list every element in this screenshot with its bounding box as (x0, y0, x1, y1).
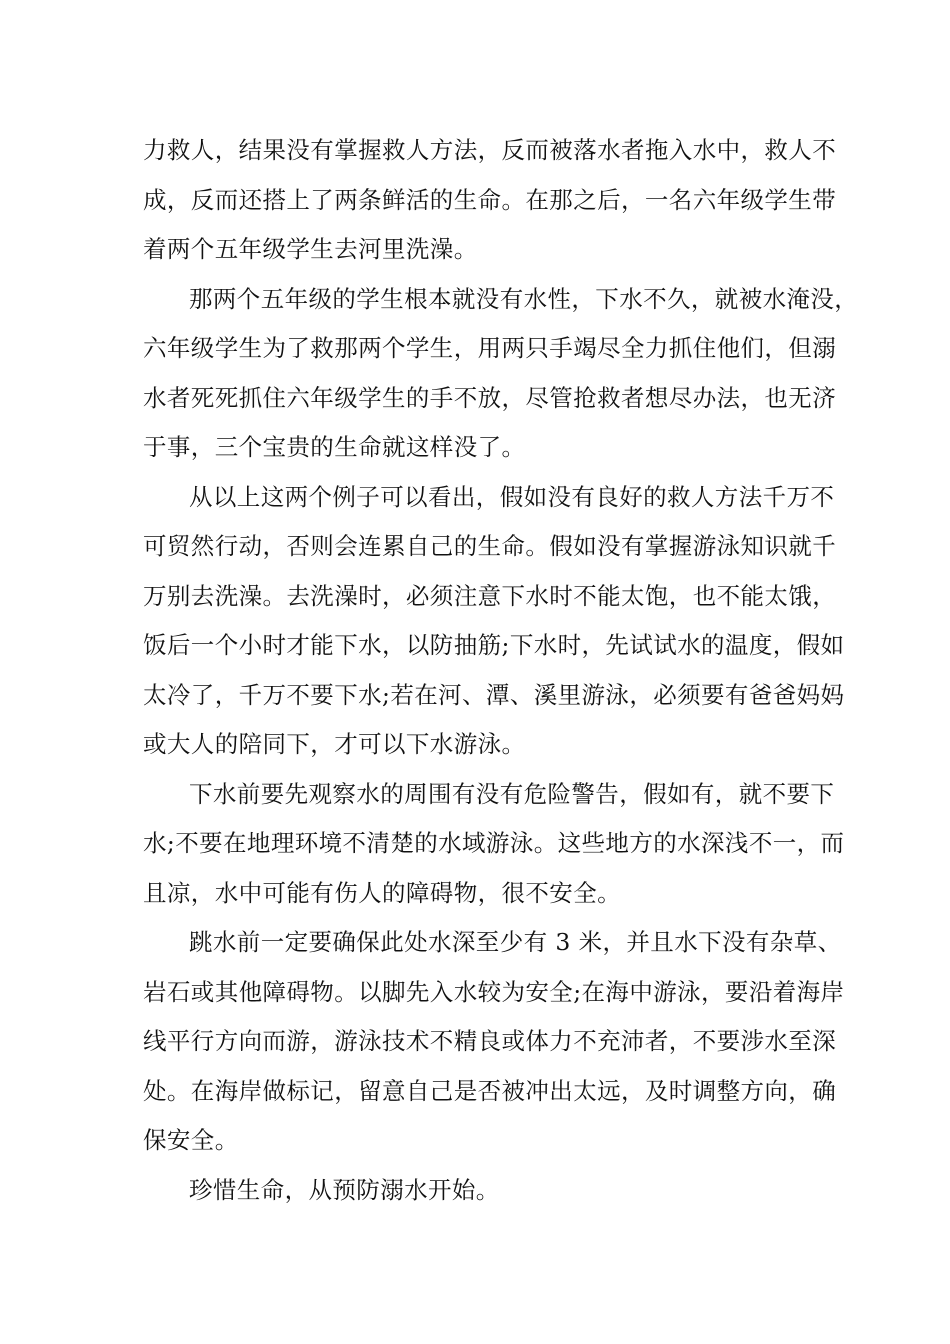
paragraph-line: 六年级学生为了救那两个学生，用两只手竭尽全力抓住他们，但溺 (143, 334, 837, 362)
paragraph-line: 从以上这两个例子可以看出，假如没有良好的救人方法千万不 (189, 482, 835, 511)
paragraph-4 (143, 770, 845, 919)
paragraph-line: 成，反而还搭上了两条鲜活的生命。在那之后，一名六年级学生带 (143, 185, 837, 214)
paragraph-line: 线平行方向而游，游泳技术不精良或体力不充沛者，不要涉水至深 (143, 1027, 837, 1055)
paragraph-line: 且凉，水中可能有伤人的障碍物，很不安全。 (143, 878, 621, 907)
document-body (143, 126, 859, 1215)
paragraph-line: 可贸然行动，否则会连累自己的生命。假如没有掌握游泳知识就千 (143, 532, 837, 560)
paragraph-5 (143, 918, 845, 1166)
paragraph-line: 饭后一个小时才能下水，以防抽筋;下水时，先试试水的温度，假如 (143, 631, 845, 659)
paragraph-3 (143, 473, 845, 770)
paragraph-1 (143, 126, 837, 275)
paragraph-line: 或大人的陪同下，才可以下水游泳。 (143, 730, 526, 758)
paragraph-line: 水者死死抓住六年级学生的手不放，尽管抢救者想尽办法，也无济 (143, 383, 837, 412)
paragraph-6 (143, 1166, 815, 1216)
paragraph-line: 万别去洗澡。去洗澡时，必须注意下水时不能太饱，也不能太饿， (143, 581, 837, 610)
paragraph-line: 力救人，结果没有掌握救人方法，反而被落水者拖入水中，救人不 (143, 136, 837, 164)
paragraph-line: 保安全。 (143, 1126, 239, 1154)
paragraph-line: 处。在海岸做标记，留意自己是否被冲出太远，及时调整方向，确 (143, 1076, 837, 1105)
paragraph-line: 水;不要在地理环境不清楚的水域游泳。这些地方的水深浅不一，而 (143, 829, 845, 857)
paragraph-line: 下水前要先观察水的周围有没有危险警告，假如有，就不要下 (189, 779, 835, 808)
paragraph-line: 太冷了，千万不要下水;若在河、潭、溪里游泳，必须要有爸爸妈妈 (143, 680, 845, 709)
paragraph-line: 那两个五年级的学生根本就没有水性，下水不久，就被水淹没， (189, 284, 859, 313)
paragraph-line: 着两个五年级学生去河里洗澡。 (143, 235, 478, 263)
paragraph-line: 珍惜生命，从预防溺水开始。 (189, 1175, 500, 1204)
paragraph-2 (143, 275, 859, 473)
paragraph-line: 跳水前一定要确保此处水深至少有 3 米，并且水下没有杂草、 (189, 928, 842, 956)
paragraph-line: 于事，三个宝贵的生命就这样没了。 (143, 433, 526, 461)
paragraph-line: 岩石或其他障碍物。以脚先入水较为安全;在海中游泳，要沿着海岸 (143, 977, 845, 1006)
